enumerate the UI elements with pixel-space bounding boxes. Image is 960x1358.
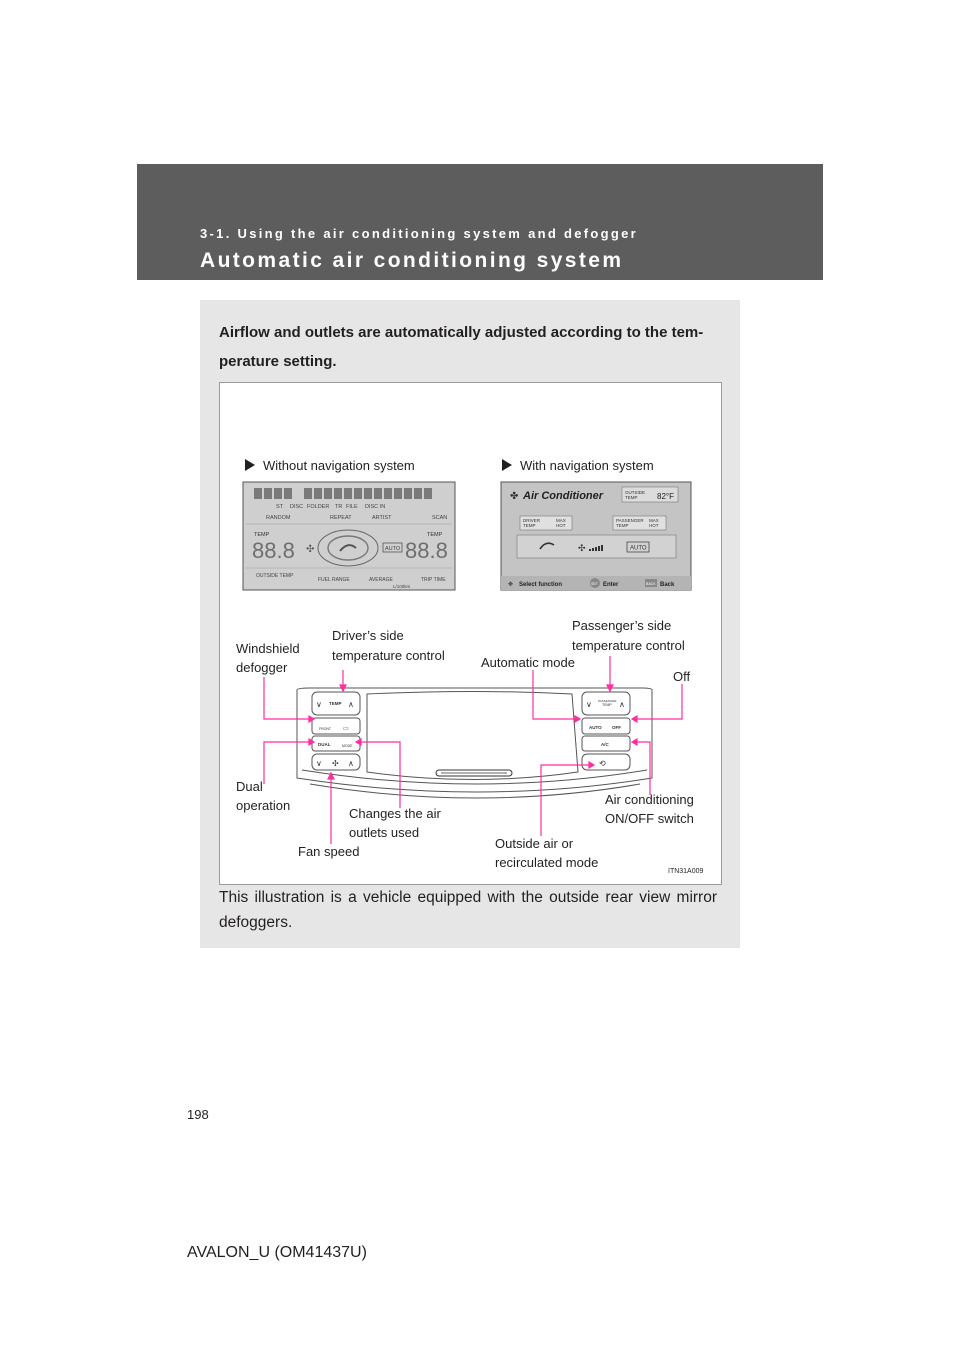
nav-back-key: BACK [646,582,656,586]
btn-auto[interactable]: AUTO [589,725,602,730]
callout-driver-2: temperature control [332,648,445,663]
callout-ac-1: Air conditioning [605,792,694,807]
btn-temp: TEMP [329,701,342,706]
btn-mode[interactable]: MODE [342,744,353,748]
nav-driver-label-2: TEMP [523,523,536,528]
nav-driver-value-2: HOT [556,523,566,528]
passenger-temp-down-icon[interactable]: ∨ [586,700,592,709]
callout-dual-1: Dual [236,779,263,794]
footer-manual-code: AVALON_U (OM41437U) [187,1244,367,1261]
lcd-file: FILE [346,504,358,510]
callout-outside-2: recirculated mode [495,855,599,870]
lcd-artist: ARTIST [372,515,392,521]
nav-set-key: SET [591,582,598,586]
lcd-l100km: L/100km [393,584,411,589]
page-number: 198 [187,1107,209,1122]
nav-back: Back [660,582,675,588]
driver-temp-up-icon[interactable]: ∧ [348,700,354,709]
fan-down-icon[interactable]: ∨ [316,759,322,768]
lcd-disc-in: DISC IN [365,504,386,510]
callout-windshield-1: Windshield [236,641,300,656]
btn-passenger-temp-2: TEMP [602,703,612,707]
nav-joystick-icon: ✥ [508,582,514,588]
nav-fan-icon: ✣ [578,543,586,553]
nav-enter: Enter [603,582,619,588]
lcd-st: ST [276,504,284,510]
callout-ac-2: ON/OFF switch [605,811,694,826]
callout-outlets-1: Changes the air [349,806,441,821]
lcd-fuel-range: FUEL RANGE [318,577,350,583]
nav-driver-label-1: DRIVER [523,518,541,523]
callout-outside-1: Outside air or [495,836,574,851]
btn-off[interactable]: OFF [612,725,621,730]
nav-select-function: Select function [519,582,563,588]
lcd-trip-time: TRIP TIME [421,577,446,583]
lcd-average: AVERAGE [369,577,393,583]
nav-auto: AUTO [630,545,647,552]
nav-title: Air Conditioner [523,490,604,502]
callout-passenger-1: Passenger’s side [572,618,672,633]
fan-up-icon[interactable]: ∧ [348,759,354,768]
section-heading: 3-1. Using the air conditioning system and defogger [200,226,639,241]
lcd-disc: DISC [290,504,304,510]
nav-passenger-label-2: TEMP [616,523,629,528]
nav-passenger-value-1: MAX [649,518,659,523]
btn-front[interactable]: FRONT [319,727,332,731]
callout-passenger-2: temperature control [572,638,685,653]
fan-icon: ✣ [332,759,339,768]
nav-ac-icon: ✤ [510,491,519,502]
lcd-temp-right: 88.8 [405,538,448,563]
caption-with-nav-text: With navigation system [520,458,654,473]
recirculation-icon[interactable]: ⟲ [599,759,606,768]
lcd-repeat: REPEAT [330,515,352,521]
callout-dual-2: operation [236,798,291,813]
figure-note: This illustration is a vehicle equipped with the outside rear view mirror defoggers. [219,889,717,931]
nav-passenger-label-1: PASSENGER [616,518,644,523]
navigation-screen [501,482,691,590]
lcd-fan-icon: ✣ [306,544,315,555]
lcd-temp-left-label: TEMP [254,532,270,538]
callout-driver-1: Driver’s side [332,628,404,643]
callout-off: Off [673,669,691,684]
btn-dual[interactable]: DUAL [318,742,331,747]
lcd-random: RANDOM [266,515,291,521]
page-title: Automatic air conditioning system [200,249,624,272]
btn-ac[interactable]: A/C [601,742,609,747]
intro-text: Airflow and outlets are automatically adjusted according to the tem-perature setting. [219,324,704,370]
nav-passenger-value-2: HOT [649,523,659,528]
figure-code: ITN31A009 [668,868,704,875]
btn-passenger-temp-1: PASSENGER [598,699,617,703]
nav-outside-label-1: OUTSIDE [625,490,646,495]
callout-automatic: Automatic mode [481,655,575,670]
nav-outside-value: 82°F [657,492,674,501]
callout-outlets-2: outlets used [349,825,420,840]
lcd-scan: SCAN [432,515,448,521]
rear-defog-icon[interactable]: ▭ [343,726,349,732]
lcd-temp-right-label: TEMP [427,532,443,538]
lcd-auto: AUTO [385,546,401,552]
caption-without-nav-text: Without navigation system [263,458,415,473]
lcd-outside-temp: OUTSIDE TEMP [256,573,294,579]
lcd-display [243,482,455,590]
lcd-tr: TR [335,504,343,510]
driver-temp-down-icon[interactable]: ∨ [316,700,322,709]
lcd-folder: FOLDER [307,504,330,510]
callout-windshield-2: defogger [236,660,288,675]
lcd-temp-left: 88.8 [252,538,295,563]
nav-driver-value-1: MAX [556,518,566,523]
nav-outside-label-2: TEMP [625,495,638,500]
callout-fan: Fan speed [298,844,360,859]
passenger-temp-up-icon[interactable]: ∧ [619,700,625,709]
